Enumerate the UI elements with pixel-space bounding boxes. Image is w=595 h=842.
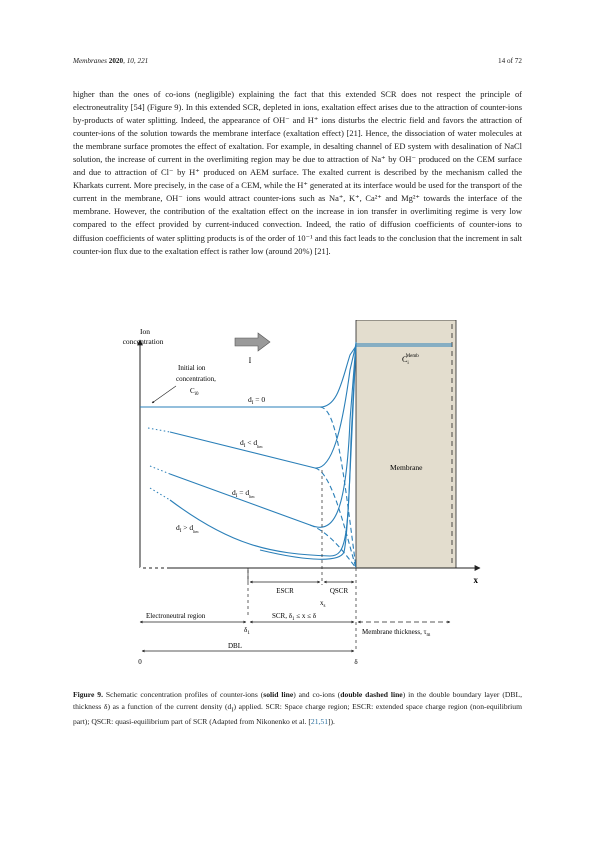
initial-label-2: concentration, — [176, 375, 216, 383]
journal-name: Membranes — [73, 57, 107, 65]
escr-label: ESCR — [276, 587, 294, 595]
origin-label: 0 — [138, 658, 142, 666]
figure-9 — [110, 320, 485, 670]
curve-label-zero: $d_I = 0$ — [248, 395, 266, 406]
journal-year: 2020 — [108, 57, 124, 65]
electroneutral-label: Electroneutral region — [146, 612, 206, 620]
y-axis-label-2: concentration — [122, 337, 164, 346]
running-header-journal: Membranes 2020, 10, 221 — [73, 57, 149, 65]
current-arrow-icon — [235, 333, 270, 351]
page-number: 14 of 72 — [498, 57, 522, 65]
delta-label: δ — [354, 658, 358, 666]
xs-label: $x_s$ — [320, 599, 326, 609]
curve-label-at-limit: $d_I = d_{lim}$ — [232, 488, 255, 499]
curve-extreme — [260, 345, 356, 559]
scr-range-label: SCR, $\delta_1 \le x \le \delta$ — [272, 612, 317, 622]
body-text — [73, 88, 522, 258]
qscr-label: QSCR — [329, 587, 349, 595]
journal-volume: 10, 221 — [126, 57, 149, 65]
membrane-label: Membrane — [390, 463, 423, 472]
reference-link[interactable]: 21,51 — [310, 716, 328, 726]
membrane-thickness-label: Membrane thickness, $\tau_m$ — [362, 628, 431, 638]
initial-label-1: Initial ion — [178, 364, 206, 372]
x-axis-label: x — [473, 575, 478, 585]
curve-label-above-limit: $d_I > d_{lim}$ — [176, 523, 199, 534]
body-paragraph: higher than the ones of co-ions (negligible) explaining the fact that this extended SCR does not respect the principle of electroneutrality [54] (Figure 9). In this extended SCR, depleted in ions, exaltation effect arises due to the attraction of counter-ions by-products of water splitting. Indeed, the appearance of OH⁻ and H⁺ ions disturbs the electric field and favors the attraction of counter-ions of the solution towards the membrane interface (exaltation effect) [21]. Hence, the dissociation of water molecules at the membrane surface promotes the effect of exaltation. For example, in desalting channel of ED system with desalination of NaCl solution, the increase of current in the overlimiting region may be due to attraction of Na⁺ by OH⁻ produced on the CEM surface and due to attraction of Cl⁻ by H⁺ produced on AEM surface. The exalted current is described by the mechanism called the Kharkats current. More precisely, in the case of a CEM, while the H⁺ generated at its interface would be used for the transport of the current in the membrane, OH⁻ ions would attract counter-ions such as Na⁺, K⁺, Ca²⁺ and Mg²⁺ towards the interface of the membrane. However, the contribution of the exaltation effect on the increase in ion transfer in overlimiting regime is very low compared to the effect provided by current-induced convection. Indeed, the ratio of diffusion coefficients of counter-ions to diffusion coefficients of water splitting products is of the order of 10⁻¹ and this fact leads to the conclusion that the increment in salt counter-ion flux due to the exaltation effect is rather low (around 20%) [21]. — [73, 89, 522, 256]
initial-label-3: $C_{i0}$ — [190, 387, 199, 397]
membrane-concentration-label: $C_iMemb$ — [402, 354, 419, 366]
current-label: I — [248, 356, 252, 365]
figure-caption: Figure 9. Schematic concentration profiles of counter-ions (solid line) and co-ions (double dashed line) in the double boundary layer (DBL, thickness δ) as a function of the current density $(d_I)$ applied. SCR: Space charge region; ESCR: extended space charge region (non-equilibrium part); QSCR: quasi-equilibrium part of SCR (Adapted from Nikonenko et al. [21,51]). — [73, 690, 522, 726]
curve-label-below-limit: $d_I < d_{lim}$ — [240, 438, 263, 449]
concentration-profile-diagram — [110, 320, 485, 670]
y-axis-label: Ion — [140, 327, 150, 336]
dbl-label: DBL — [228, 642, 242, 650]
delta1-label: $\delta_1$ — [244, 626, 250, 636]
caption-label: Figure 9. — [73, 690, 103, 699]
